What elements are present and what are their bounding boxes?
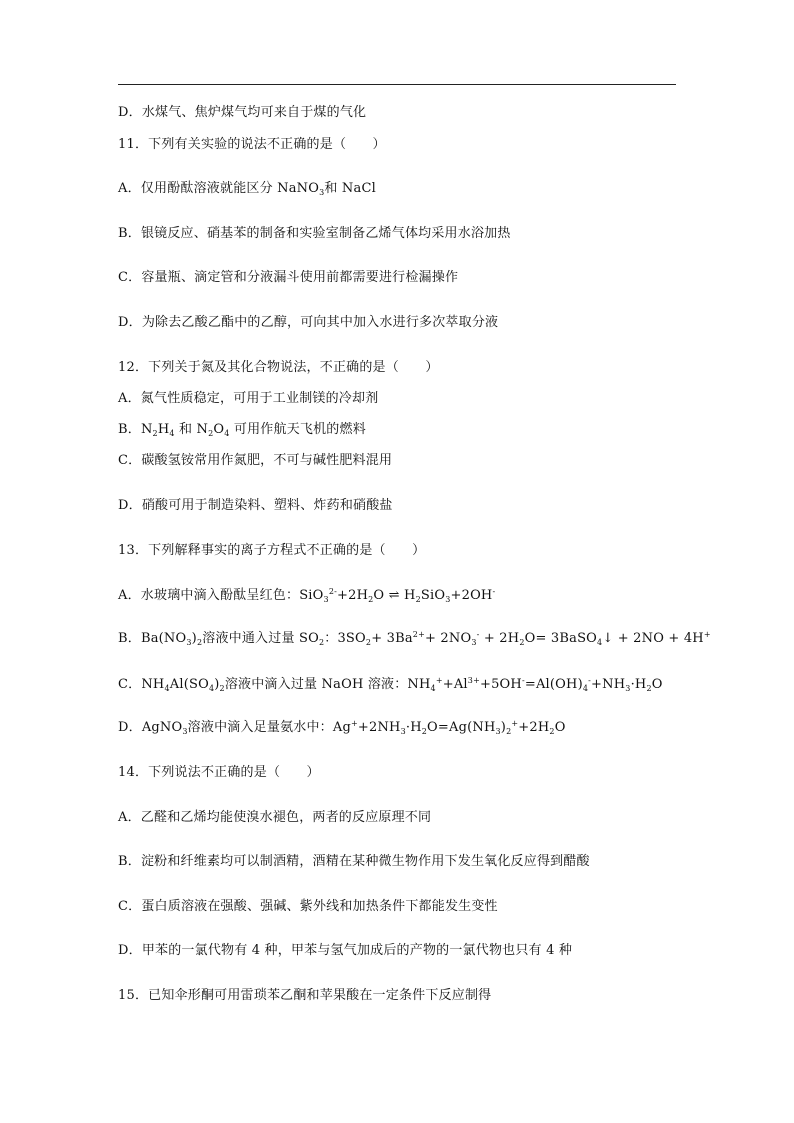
superscript: -: [476, 630, 480, 639]
subscript: 3: [471, 638, 477, 647]
text-run: C．碳酸氢铵常用作氮肥，不可与碱性肥料混用: [118, 453, 393, 468]
subscript: 4: [224, 429, 230, 438]
subscript: 2: [415, 595, 421, 604]
text-run: D．为除去乙酸乙酯中的乙醇，可向其中加入水进行多次萃取分液: [118, 315, 499, 330]
subscript: 3: [625, 684, 631, 693]
text-run: C．容量瓶、滴定管和分液漏斗使用前都需要进行检漏操作: [118, 270, 459, 285]
superscript: -: [588, 676, 592, 685]
superscript: +: [350, 719, 358, 728]
option-11c: [118, 270, 458, 286]
subscript: 2: [506, 727, 512, 736]
text-run: O= 3BaSO: [524, 631, 598, 646]
subscript: 2: [365, 638, 372, 647]
text-run: + 2H: [479, 631, 520, 646]
subscript: 2: [196, 638, 203, 647]
text-run: O: [554, 720, 566, 735]
header-rule: [118, 84, 676, 85]
option-14b: [118, 854, 590, 870]
text-run: 溶液中滴入足量氨水中：Ag: [187, 720, 351, 735]
option-14a: [118, 810, 431, 826]
text-run: 14．下列说法不正确的是（ ）: [118, 765, 320, 780]
superscript: 2+: [412, 630, 425, 639]
superscript: -: [492, 587, 496, 596]
option-12d: [118, 498, 393, 514]
subscript: 2: [646, 684, 652, 693]
text-run: +2H: [518, 720, 550, 735]
text-run: A．仅用酚酞溶液就能区分 NaNO: [118, 181, 320, 196]
question-11: [118, 137, 386, 153]
subscript: 3: [323, 595, 329, 604]
text-run: B．银镜反应、硝基苯的制备和实验室制备乙烯气体均采用水浴加热: [118, 226, 511, 241]
text-run: 11．下列有关实验的说法不正确的是（ ）: [118, 137, 386, 152]
subscript: 4: [169, 429, 175, 438]
option-14d: [118, 943, 572, 959]
subscript: 2: [208, 429, 214, 438]
subscript: 3: [186, 638, 192, 647]
option-12a: [118, 391, 378, 407]
subscript: 4: [597, 638, 603, 647]
text-run: +2H: [337, 588, 369, 603]
text-run: 可用作航天飞机的燃料: [229, 422, 366, 437]
subscript: 2: [368, 595, 374, 604]
subscript: 2: [152, 429, 158, 438]
text-run: D．硝酸可用于制造染料、塑料、炸药和硝酸盐: [118, 498, 393, 513]
option-13d: [118, 720, 566, 736]
subscript: 4: [164, 684, 170, 693]
option-14c: [118, 899, 498, 915]
superscript: +: [511, 719, 519, 728]
text-run: A．水玻璃中滴入酚酞呈红色：SiO: [118, 588, 324, 603]
subscript: 3: [182, 727, 188, 736]
superscript: -: [521, 676, 525, 685]
text-run: +2NH: [357, 720, 401, 735]
text-run: +Al: [442, 677, 468, 692]
subscript: 2: [519, 638, 525, 647]
option-13c: [118, 677, 663, 693]
text-run: Al(SO: [169, 677, 209, 692]
text-run: 和 NaCl: [324, 181, 376, 196]
text-run: 12．下列关于氮及其化合物说法，不正确的是（ ）: [118, 360, 439, 375]
subscript: 4: [208, 684, 215, 693]
option-11a: [118, 181, 376, 197]
text-run: C．NH: [118, 677, 165, 692]
text-run: B．N: [118, 422, 153, 437]
subscript: 3: [319, 188, 325, 197]
question-15: [118, 988, 491, 1004]
superscript: 2-: [328, 587, 338, 596]
subscript: 4: [430, 684, 436, 693]
subscript: 2: [219, 684, 225, 693]
option-13b: [118, 631, 711, 647]
text-run: +NH: [591, 677, 626, 692]
subscript: 3: [445, 595, 451, 604]
text-run: O ⇌ H: [373, 588, 416, 603]
text-run: C．蛋白质溶液在强酸、强碱、紫外线和加热条件下都能发生变性: [118, 899, 498, 914]
text-run: 和 N: [174, 422, 209, 437]
text-run: ·H: [630, 677, 647, 692]
option-12c: [118, 453, 392, 469]
text-run: 溶液中通入过量 SO: [202, 631, 319, 646]
text-run: O: [651, 677, 663, 692]
text-run: 13．下列解释事实的离子方程式不正确的是（ ）: [118, 543, 426, 558]
superscript: +: [703, 630, 711, 639]
subscript: 3: [400, 727, 406, 736]
text-run: + 3Ba: [371, 631, 413, 646]
text-run: H: [157, 422, 170, 437]
text-run: =Al(OH): [524, 677, 583, 692]
subscript: 2: [549, 727, 555, 736]
subscript: 2: [421, 727, 428, 736]
text-run: ): [191, 631, 197, 646]
text-run: ↓ + 2NO + 4H: [602, 631, 704, 646]
text-run: SiO: [420, 588, 446, 603]
text-run: 溶液中滴入过量 NaOH 溶液：NH: [224, 677, 431, 692]
text-run: A．乙醛和乙烯均能使溴水褪色，两者的反应原理不同: [118, 810, 432, 825]
subscript: 4: [582, 684, 589, 693]
text-run: O=Ag(NH: [427, 720, 496, 735]
text-run: +5OH: [479, 677, 522, 692]
text-run: ): [214, 677, 220, 692]
option-13a: [118, 588, 495, 604]
text-run: ：3SO: [324, 631, 366, 646]
text-run: B．Ba(NO: [118, 631, 187, 646]
text-run: ·H: [405, 720, 422, 735]
subscript: 3: [495, 727, 501, 736]
option-11b: [118, 226, 511, 242]
text-run: + 2NO: [425, 631, 472, 646]
question-13: [118, 543, 425, 559]
question-12: [118, 360, 439, 376]
option-11d: [118, 315, 498, 331]
text-run: 15．已知伞形酮可用雷琐苯乙酮和苹果酸在一定条件下反应制得: [118, 988, 492, 1003]
question-14: [118, 765, 320, 781]
option-12b: [118, 422, 366, 438]
superscript: 3+: [467, 676, 480, 685]
text-run: A．氮气性质稳定，可用于工业制镁的冷却剂: [118, 391, 379, 406]
text-run: O: [213, 422, 225, 437]
text-run: D．甲苯的一氯代物有 4 种，甲苯与氢气加成后的产物的一氯代物也只有 4 种: [118, 943, 573, 958]
text-run: +2OH: [450, 588, 493, 603]
subscript: 2: [318, 638, 325, 647]
text-run: B．淀粉和纤维素均可以制酒精，酒精在某种微生物作用下发生氧化反应得到醋酸: [118, 854, 590, 869]
superscript: +: [435, 676, 443, 685]
option-10d: [118, 105, 366, 121]
text-run: D．AgNO: [118, 720, 183, 735]
text-run: D．水煤气、焦炉煤气均可来自于煤的气化: [118, 105, 367, 120]
text-run: ): [500, 720, 507, 735]
